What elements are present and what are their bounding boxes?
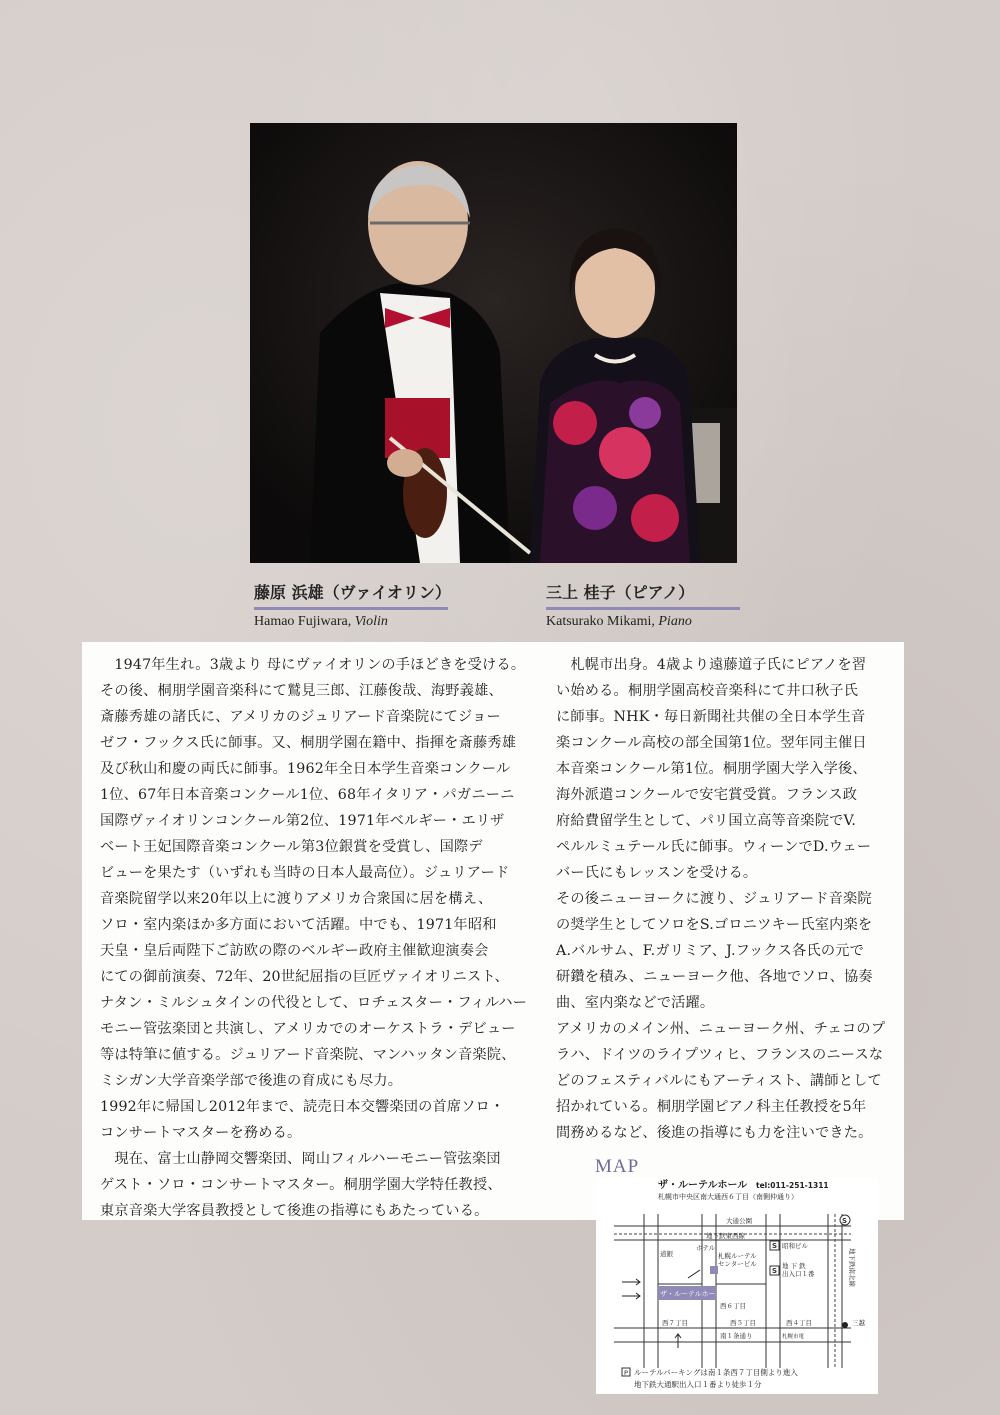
caption-pianist xyxy=(546,580,740,630)
bio-line: 海外派遣コンクールで安宅賞受賞。フランス政 xyxy=(556,787,858,803)
bio-line: 曲、室内楽などで活躍。 xyxy=(556,995,715,1011)
bio-line: A.バルサム、F.ガリミア、J.フックス各氏の元で xyxy=(556,943,865,959)
svg-text:出入口１番: 出入口１番 xyxy=(782,1270,815,1278)
svg-text:西５丁目: 西５丁目 xyxy=(730,1319,756,1327)
pianist-name-jp: 三上 桂子（ピアノ） xyxy=(546,583,695,602)
bio-mikami xyxy=(556,652,896,1146)
map-tel: tel:011-251-1311 xyxy=(756,1181,829,1190)
svg-text:南１条通り: 南１条通り xyxy=(720,1332,753,1340)
bio-line: その後、桐朋学園音楽科にて鷲見三郎、江藤俊哉、海野義雄、 xyxy=(100,683,503,699)
bio-line: ラハ、ドイツのライプツィヒ、フランスのニースな xyxy=(556,1047,884,1063)
violinist-name-jp: 藤原 浜雄（ヴァイオリン） xyxy=(254,583,451,602)
svg-text:S: S xyxy=(842,1217,848,1225)
bio-line: 国際ヴァイオリンコンクール第2位、1971年ベルギー・エリザ xyxy=(100,813,505,829)
violinist-name-en: Hamao Fujiwara, Violin xyxy=(254,614,388,629)
bio-fujiwara xyxy=(100,652,540,1224)
bio-line: 1位、67年日本音楽コンクール1位、68年イタリア・パガニーニ xyxy=(100,787,515,803)
bio-line: 天皇・皇后両陛下ご訪欧の際のベルギー政府主催歓迎演奏会 xyxy=(100,943,489,959)
svg-text:地下鉄大通駅出入口１番より徒歩１分: 地下鉄大通駅出入口１番より徒歩１分 xyxy=(634,1380,762,1389)
svg-text:札幌ルーテル: 札幌ルーテル xyxy=(718,1252,757,1260)
bio-line: 1947年生れ。3歳より 母にヴァイオリンの手ほどきを受ける。 xyxy=(100,657,526,673)
bio-line: 札幌市出身。4歳より遠藤道子氏にピアノを習 xyxy=(556,657,867,673)
bio-line: 斎藤秀雄の諸氏に、アメリカのジュリアード音楽院にてジョー xyxy=(100,709,501,725)
bio-line: アメリカのメイン州、ニューヨーク州、チェコのプ xyxy=(556,1021,886,1037)
caption-underline xyxy=(546,607,740,610)
map-venue-name: ザ・ルーテルホール xyxy=(658,1180,748,1191)
bio-line: 府給費留学生として、パリ国立高等音楽院でV. xyxy=(556,813,857,829)
caption-underline xyxy=(254,607,448,610)
bio-line: 研鑽を積み、ニューヨーク他、各地でソロ、協奏 xyxy=(556,969,873,985)
svg-text:西４丁目: 西４丁目 xyxy=(786,1319,812,1327)
svg-text:ホテル: ホテル xyxy=(696,1244,716,1252)
bio-line: 現在、富士山静岡交響楽団、岡山フィルハーモニー管弦楽団 xyxy=(100,1151,501,1167)
map-heading: MAP xyxy=(595,1156,640,1177)
bio-line: コンサートマスターを務める。 xyxy=(100,1125,302,1141)
svg-text:S: S xyxy=(772,1242,778,1250)
bio-line: どのフェスティバルにもアーティスト、講師として xyxy=(556,1073,882,1089)
bio-line: ミシガン大学音楽学部で後進の育成にも尽力。 xyxy=(100,1073,403,1089)
bio-line: の奨学生としてソロをS.ゴロニツキー氏室内楽を xyxy=(556,917,873,933)
bio-line: 及び秋山和慶の両氏に師事。1962年全日本学生音楽コンクール xyxy=(100,761,511,777)
bio-line: バー氏にもレッスンを受ける。 xyxy=(556,865,758,881)
bio-line: に師事。NHK・毎日新聞社共催の全日本学生音 xyxy=(556,709,866,725)
svg-text:大通公園: 大通公園 xyxy=(726,1217,752,1225)
svg-text:西６丁目: 西６丁目 xyxy=(720,1302,746,1310)
svg-text:地下鉄南北線: 地下鉄南北線 xyxy=(848,1248,856,1287)
svg-text:西７丁目: 西７丁目 xyxy=(662,1319,688,1327)
bio-line: 楽コンクール高校の部全国第1位。翌年同主催日 xyxy=(556,735,867,751)
svg-text:札幌市電: 札幌市電 xyxy=(782,1334,805,1340)
bio-line: 音楽院留学以来20年以上に渡りアメリカ合衆国に居を構え、 xyxy=(100,891,493,907)
performers-photo xyxy=(250,123,737,563)
bio-line: 本音楽コンクール第1位。桐朋学園大学入学後、 xyxy=(556,761,867,777)
bio-line: 招かれている。桐朋学園ピアノ科主任教授を5年 xyxy=(556,1099,867,1115)
bio-line: にての御前演奏、72年、20世紀屈指の巨匠ヴァイオリニスト、 xyxy=(100,969,509,985)
svg-text:地 下 鉄: 地 下 鉄 xyxy=(782,1262,806,1270)
svg-text:P: P xyxy=(624,1369,628,1377)
pianist-name-en: Katsurako Mikami, Piano xyxy=(546,614,692,629)
svg-text:ザ・ルーテルホール: ザ・ルーテルホール xyxy=(660,1290,723,1298)
bio-line: ベート王妃国際音楽コンクール第3位銀賞を受賞し、国際デ xyxy=(100,839,483,855)
bio-line: 1992年に帰国し2012年まで、読売日本交響楽団の首席ソロ・ xyxy=(100,1099,505,1115)
bio-line: 間務めるなど、後進の指導にも力を注いできた。 xyxy=(556,1125,873,1141)
bio-line: ソロ・室内楽ほか多方面において活躍。中でも、1971年昭和 xyxy=(100,917,497,933)
svg-text:道銀: 道銀 xyxy=(660,1250,673,1258)
svg-text:三越: 三越 xyxy=(852,1319,865,1327)
svg-text:地下鉄東西線: 地下鉄東西線 xyxy=(706,1232,745,1240)
svg-text:ルーテルパーキングは南１条西７丁目側より進入: ルーテルパーキングは南１条西７丁目側より進入 xyxy=(634,1368,798,1377)
bio-line: ゲスト・ソロ・コンサートマスター。桐朋学園大学特任教授、 xyxy=(100,1177,502,1193)
bio-line: ゼフ・フックス氏に師事。又、桐朋学園在籍中、指揮を斎藤秀雄 xyxy=(100,735,517,751)
map-address: 札幌市中央区南大通西６丁目（南側仲通り） xyxy=(658,1193,798,1201)
bio-line: モニー管弦楽団と共演し、アメリカでのオーケストラ・デビュー xyxy=(100,1021,516,1037)
svg-text:昭和ビル: 昭和ビル xyxy=(782,1242,808,1250)
bio-line: ビューを果たす（いずれも当時の日本人最高位）。ジュリアード xyxy=(100,865,510,881)
bio-line: い始める。桐朋学園高校音楽科にて井口秋子氏 xyxy=(556,683,859,699)
caption-violinist xyxy=(254,580,451,630)
bio-line: 等は特筆に値する。ジュリアード音楽院、マンハッタン音楽院、 xyxy=(100,1047,516,1063)
svg-text:S: S xyxy=(772,1267,778,1275)
bio-line: ナタン・ミルシュタインの代役として、ロチェスター・フィルハー xyxy=(100,995,528,1011)
svg-text:センタービル: センタービル xyxy=(718,1260,757,1268)
venue-map xyxy=(596,1178,878,1394)
bio-line: ペルルミュテール氏に師事。ウィーンでD.ウェー xyxy=(556,839,872,855)
bio-line: その後ニューヨークに渡り、ジュリアード音楽院 xyxy=(556,891,872,907)
bio-line: 東京音楽大学客員教授として後進の指導にもあたっている。 xyxy=(100,1203,489,1219)
